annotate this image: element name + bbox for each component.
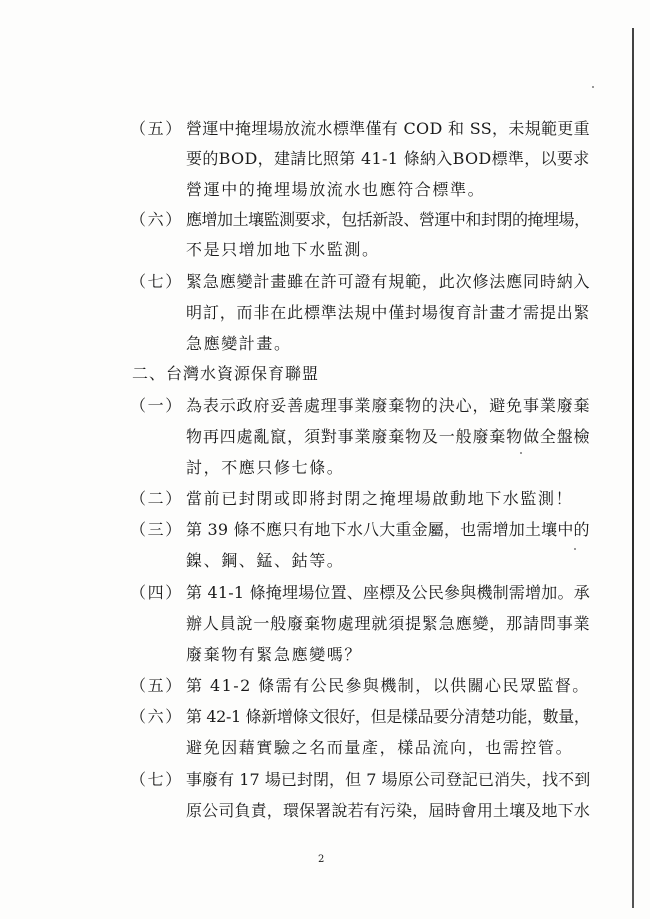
scan-edge-line: [632, 28, 634, 908]
item-text-line: 物再四處亂竄，須對事業廢棄物及一般廢棄物做全盤檢: [186, 427, 591, 446]
item-marker: （六）: [130, 707, 183, 726]
item-text-line: 不是只增加地下水監測。: [186, 240, 380, 259]
item-marker: （三）: [130, 520, 183, 539]
scan-speck: [520, 452, 522, 454]
item-text-line: 當前已封閉或即將封閉之掩埋場啟動地下水監測！: [186, 489, 574, 508]
item-marker: （六）: [130, 210, 183, 229]
item-marker: （一）: [130, 396, 183, 415]
item-text-line: 要的BOD，建請比照第 41-1 條納入BOD標準，以要求: [186, 149, 590, 168]
item-text-line: 急應變計畫。: [186, 334, 292, 353]
item-text-line: 鎳、鋼、錳、鈷等。: [186, 551, 345, 570]
scan-speck: [592, 86, 594, 88]
item-marker: （二）: [130, 489, 183, 508]
item-text-line: 原公司負責，環保署說若有污染，屆時會用土壤及地下水: [186, 801, 591, 820]
item-marker: （五）: [130, 676, 183, 695]
item-text-line: 營運中的掩埋場放流水也應符合標準。: [186, 180, 486, 199]
item-marker: （七）: [130, 272, 183, 291]
item-text-line: 第 41-1 條掩埋場位置、座標及公民參與機制需增加。承: [186, 583, 590, 602]
item-marker: （七）: [130, 770, 183, 789]
item-text-line: 明訂，而非在此標準法規中僅封場復育計畫才需提出緊: [186, 303, 591, 322]
item-text-line: 避免因藉實驗之名而量產，樣品流向，也需控管。: [186, 738, 574, 757]
item-text-line: 為表示政府妥善處理事業廢棄物的決心，避免事業廢棄: [186, 396, 591, 415]
item-text-line: 應增加土壤監測要求，包括新設、營運中和封閉的掩埋場，: [186, 210, 590, 229]
item-text-line: 緊急應變計畫雖在許可證有規範，此次修法應同時納入: [186, 272, 591, 291]
section-heading: 二、台灣水資源保育聯盟: [132, 364, 320, 383]
item-text-line: 營運中掩埋場放流水標準僅有 COD 和 SS，未規範更重: [186, 119, 590, 138]
item-text-line: 討，不應只修七條。: [186, 458, 345, 477]
item-text-line: 第 39 條不應只有地下水八大重金屬，也需增加土壤中的: [186, 520, 590, 539]
item-text-line: 事廢有 17 場已封閉，但 7 場原公司登記已消失，找不到: [186, 770, 591, 789]
item-text-line: 廢棄物有緊急應變嗎？: [186, 645, 363, 664]
page-number: 2: [318, 854, 325, 865]
item-text-line: 第 41-2 條需有公民參與機制，以供關心民眾監督。: [186, 676, 590, 695]
item-text-line: 辦人員說一般廢棄物處理就須提緊急應變，那請問事業: [186, 614, 591, 633]
scan-speck: [574, 548, 576, 550]
item-text-line: 第 42-1 條新增條文很好，但是樣品要分清楚功能，數量，: [186, 707, 590, 726]
item-marker: （四）: [130, 583, 183, 602]
item-marker: （五）: [130, 119, 183, 138]
